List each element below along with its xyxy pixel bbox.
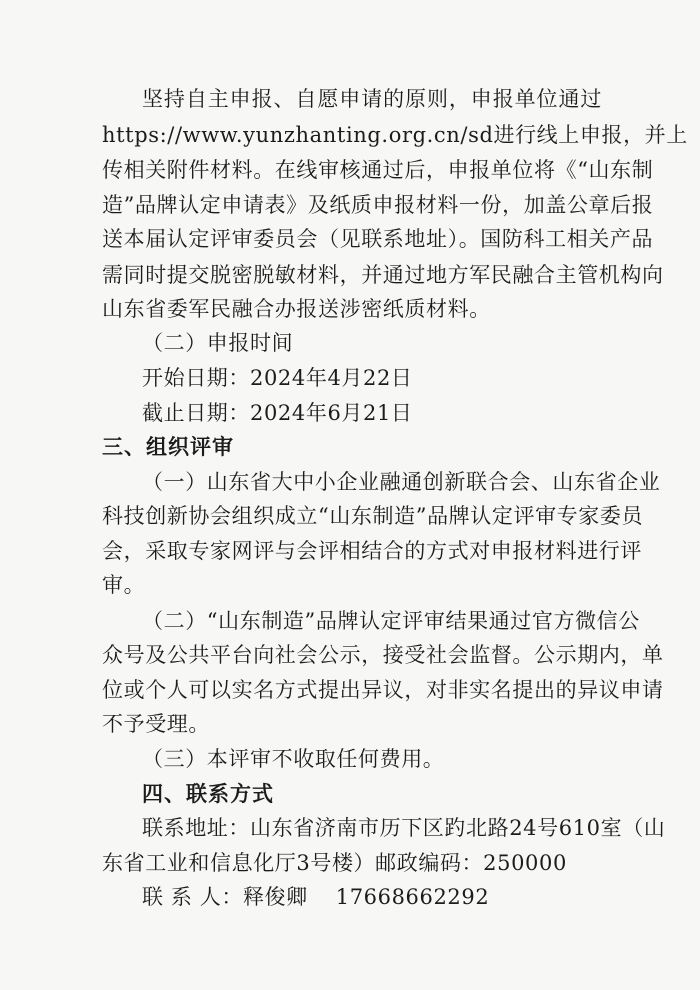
review-1-line-1: （一）山东省大中小企业融通创新联合会、山东省企业 bbox=[142, 470, 661, 494]
address-line-2: 东省工业和信息化厅3号楼）邮政编码：250000 bbox=[102, 851, 567, 875]
paragraph-apply-line-1: 坚持自主申报、自愿申请的原则，申报单位通过 bbox=[142, 87, 602, 111]
start-date: 开始日期：2024年4月22日 bbox=[142, 366, 413, 390]
end-date: 截止日期：2024年6月21日 bbox=[142, 401, 413, 425]
review-2-line-2: 众号及公共平台向社会公示，接受社会监督。公示期内，单 bbox=[102, 643, 664, 667]
contact-person: 联 系 人：释俊卿 bbox=[142, 885, 308, 909]
contact-phone: 17668662292 bbox=[335, 885, 490, 909]
paragraph-apply-line-5: 送本届认定评审委员会（见联系地址）。国防科工相关产品 bbox=[102, 227, 654, 251]
heading-contact: 四、联系方式 bbox=[142, 782, 274, 806]
paragraph-apply-line-3: 传相关附件材料。在线审核通过后，申报单位将《“山东制 bbox=[102, 158, 654, 182]
heading-organize-review: 三、组织评审 bbox=[102, 435, 234, 459]
paragraph-apply-line-2: https://www.yunzhanting.org.cn/sd进行线上申报，并上 bbox=[102, 123, 688, 147]
review-2-line-4: 不予受理。 bbox=[102, 712, 210, 736]
review-1-line-4: 审。 bbox=[102, 573, 146, 597]
review-3: （三）本评审不收取任何费用。 bbox=[142, 747, 445, 771]
address-line-1: 联系地址：山东省济南市历下区趵北路24号610室（山 bbox=[142, 816, 666, 840]
paragraph-apply-line-4: 造”品牌认定申请表》及纸质申报材料一份，加盖公章后报 bbox=[102, 193, 654, 217]
paragraph-apply-line-7: 山东省委军民融合办报送涉密纸质材料。 bbox=[102, 297, 491, 321]
subheading-apply-time: （二）申报时间 bbox=[142, 331, 294, 355]
review-1-line-2: 科技创新协会组织成立“山东制造”品牌认定评审专家委员 bbox=[102, 504, 644, 528]
contact-person-row bbox=[142, 884, 602, 910]
review-1-line-3: 会，采取专家网评与会评相结合的方式对申报材料进行评 bbox=[102, 539, 642, 563]
paragraph-apply-line-6: 需同时提交脱密脱敏材料，并通过地方军民融合主管机构向 bbox=[102, 263, 664, 287]
review-2-line-3: 位或个人可以实名方式提出异议，对非实名提出的异议申请 bbox=[102, 678, 664, 702]
review-2-line-1: （二）“山东制造”品牌认定评审结果通过官方微信公 bbox=[142, 609, 640, 633]
